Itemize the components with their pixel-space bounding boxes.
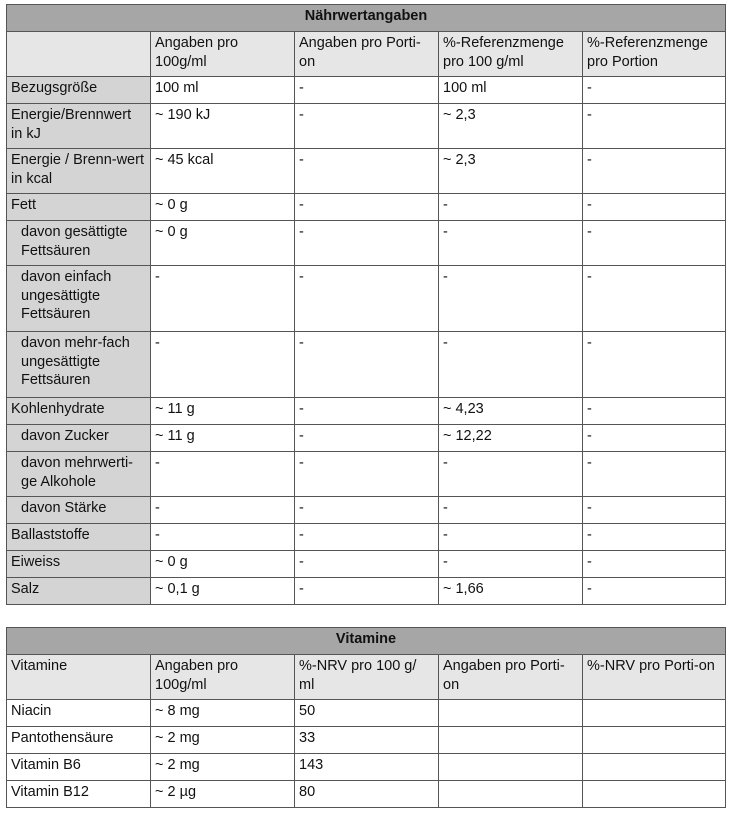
row-label: Ballaststoffe <box>7 524 151 551</box>
nutrition-table <box>6 4 726 605</box>
row-label: davon Stärke <box>7 497 151 524</box>
table-cell: ~ 0,1 g <box>151 578 295 605</box>
table-cell: - <box>295 194 439 221</box>
table-row <box>7 551 726 578</box>
table-cell: ~ 2,3 <box>439 149 583 194</box>
table-cell: - <box>583 452 726 497</box>
table-cell: ~ 0 g <box>151 194 295 221</box>
table-cell: - <box>151 452 295 497</box>
header-cell: %-Referenzmenge pro 100 g/ml <box>439 32 583 77</box>
row-label: Salz <box>7 578 151 605</box>
vitamins-table-title: Vitamine <box>7 628 726 655</box>
table-cell: - <box>151 497 295 524</box>
table-cell: 143 <box>295 754 439 781</box>
row-label: davon gesättigte Fettsäuren <box>7 221 151 266</box>
row-label: davon mehr-fach ungesättigte Fettsäuren <box>7 332 151 398</box>
table-cell: ~ 2,3 <box>439 104 583 149</box>
table-row <box>7 524 726 551</box>
nutrition-table-title: Nährwertangaben <box>7 5 726 32</box>
table-cell: - <box>583 524 726 551</box>
table-cell <box>439 754 583 781</box>
table-cell: - <box>583 194 726 221</box>
table-cell: ~ 8 mg <box>151 700 295 727</box>
table-cell: - <box>151 266 295 332</box>
row-label: Bezugsgröße <box>7 77 151 104</box>
row-label: davon einfach ungesättigte Fettsäuren <box>7 266 151 332</box>
table-cell: - <box>295 332 439 398</box>
table-cell: - <box>439 497 583 524</box>
table-cell: - <box>295 104 439 149</box>
table-cell <box>439 781 583 808</box>
table-cell <box>583 781 726 808</box>
table-cell: ~ 4,23 <box>439 398 583 425</box>
table-row <box>7 497 726 524</box>
vitamins-header-row <box>7 655 726 700</box>
table-cell: ~ 1,66 <box>439 578 583 605</box>
table-cell: ~ 2 mg <box>151 727 295 754</box>
table-row <box>7 700 726 727</box>
table-cell: - <box>439 194 583 221</box>
table-cell: - <box>583 551 726 578</box>
table-row <box>7 727 726 754</box>
row-label: Eiweiss <box>7 551 151 578</box>
table-row <box>7 452 726 497</box>
table-cell: - <box>583 149 726 194</box>
header-cell: %-NRV pro Porti-on <box>583 655 726 700</box>
row-label: Energie / Brenn-wert in kcal <box>7 149 151 194</box>
row-label: Fett <box>7 194 151 221</box>
table-cell: - <box>439 551 583 578</box>
table-cell: - <box>295 578 439 605</box>
table-row <box>7 194 726 221</box>
table-cell: - <box>583 425 726 452</box>
header-cell <box>7 32 151 77</box>
row-label: Energie/Brennwert in kJ <box>7 104 151 149</box>
table-cell: - <box>295 398 439 425</box>
table-cell: - <box>583 578 726 605</box>
table-cell: 33 <box>295 727 439 754</box>
table-cell: - <box>295 266 439 332</box>
table-cell: ~ 2 mg <box>151 754 295 781</box>
header-cell: %-NRV pro 100 g/ ml <box>295 655 439 700</box>
table-cell: - <box>151 524 295 551</box>
table-cell: ~ 0 g <box>151 551 295 578</box>
table-cell: - <box>583 221 726 266</box>
table-cell: - <box>439 524 583 551</box>
row-label: Vitamin B12 <box>7 781 151 808</box>
table-row <box>7 781 726 808</box>
table-cell: ~ 2 µg <box>151 781 295 808</box>
table-cell: - <box>295 524 439 551</box>
table-row <box>7 398 726 425</box>
header-cell: Angaben pro Porti-on <box>439 655 583 700</box>
table-cell: - <box>295 452 439 497</box>
table-cell: - <box>295 497 439 524</box>
table-row <box>7 77 726 104</box>
header-cell: Vitamine <box>7 655 151 700</box>
table-cell: - <box>151 332 295 398</box>
table-cell: - <box>295 149 439 194</box>
table-cell: ~ 11 g <box>151 398 295 425</box>
table-row <box>7 104 726 149</box>
header-cell: Angaben pro Porti-on <box>295 32 439 77</box>
table-cell: - <box>439 221 583 266</box>
table-cell: - <box>439 266 583 332</box>
table-cell <box>583 754 726 781</box>
table-row <box>7 332 726 398</box>
table-cell: 100 ml <box>439 77 583 104</box>
table-cell: ~ 190 kJ <box>151 104 295 149</box>
table-cell: - <box>439 332 583 398</box>
table-cell <box>439 700 583 727</box>
table-cell: - <box>583 398 726 425</box>
table-cell <box>583 700 726 727</box>
table-row <box>7 221 726 266</box>
table-cell: - <box>583 77 726 104</box>
row-label: Kohlenhydrate <box>7 398 151 425</box>
table-cell: ~ 45 kcal <box>151 149 295 194</box>
table-row <box>7 425 726 452</box>
table-cell <box>583 727 726 754</box>
table-cell: - <box>583 332 726 398</box>
table-cell: ~ 0 g <box>151 221 295 266</box>
table-cell <box>439 727 583 754</box>
row-label: Vitamin B6 <box>7 754 151 781</box>
table-row <box>7 578 726 605</box>
table-cell: - <box>583 497 726 524</box>
table-cell: - <box>295 425 439 452</box>
row-label: davon Zucker <box>7 425 151 452</box>
table-cell: - <box>295 77 439 104</box>
table-cell: 50 <box>295 700 439 727</box>
vitamins-table <box>6 627 726 808</box>
table-row <box>7 266 726 332</box>
header-cell: Angaben pro 100g/ml <box>151 32 295 77</box>
row-label: Pantothensäure <box>7 727 151 754</box>
header-cell: %-Referenzmenge pro Portion <box>583 32 726 77</box>
header-cell: Angaben pro 100g/ml <box>151 655 295 700</box>
table-cell: 100 ml <box>151 77 295 104</box>
table-cell: - <box>583 104 726 149</box>
table-cell: - <box>295 221 439 266</box>
table-row <box>7 754 726 781</box>
table-cell: - <box>439 452 583 497</box>
table-row <box>7 149 726 194</box>
row-label: davon mehrwerti-ge Alkohole <box>7 452 151 497</box>
table-cell: ~ 12,22 <box>439 425 583 452</box>
row-label: Niacin <box>7 700 151 727</box>
table-cell: - <box>295 551 439 578</box>
nutrition-header-row <box>7 32 726 77</box>
table-cell: 80 <box>295 781 439 808</box>
table-cell: - <box>583 266 726 332</box>
table-cell: ~ 11 g <box>151 425 295 452</box>
